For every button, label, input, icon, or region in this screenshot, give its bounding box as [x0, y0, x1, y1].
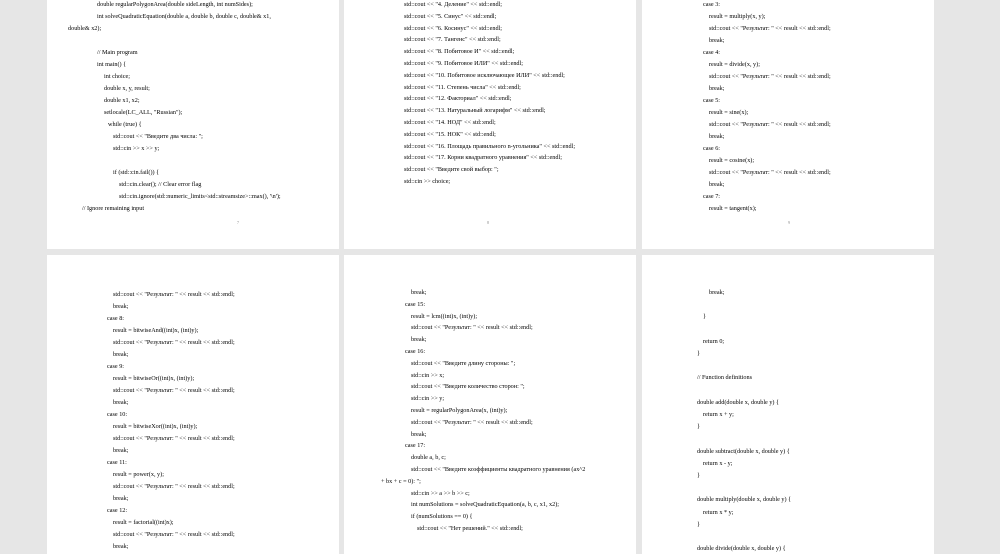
code-line: break;	[709, 181, 725, 188]
code-line: double& x2);	[68, 25, 102, 32]
code-line: break;	[113, 543, 129, 550]
code-line: case 4:	[703, 49, 721, 56]
document-page-4	[47, 255, 339, 554]
code-line: result = bitwiseOr((int)x, (int)y);	[113, 375, 195, 382]
code-line: case 8:	[107, 315, 125, 322]
code-line: break;	[709, 289, 725, 296]
code-line: std::cin >> x >> y;	[113, 145, 160, 152]
code-line: std::cout << "7. Тангенс" << std::endl;	[404, 36, 501, 44]
code-line: return 0;	[703, 337, 725, 345]
code-line: break;	[411, 289, 427, 296]
code-line: result = cosine(x);	[709, 157, 755, 164]
code-line: // Function definitions	[697, 374, 752, 382]
code-line: std::cout << "11. Степень числа" << std::endl;	[404, 83, 521, 91]
code-line: result = factorial((int)x);	[113, 519, 174, 526]
code-line: double subtract(double x, double y) {	[697, 447, 790, 455]
code-line: double divide(double x, double y) {	[697, 545, 786, 553]
code-line: std::cout << "Результат: " << result << std::endl;	[709, 73, 831, 80]
code-line: std::cout << "Результат: " << result << std::endl;	[709, 25, 831, 32]
code-line: result = regularPolygonArea(x, (int)y);	[411, 407, 508, 414]
code-line: }	[697, 520, 700, 528]
code-line: case 11:	[107, 459, 127, 466]
code-line: result = power(x, y);	[113, 471, 164, 478]
code-line: // Ignore remaining input	[82, 205, 145, 212]
code-line: return x + y;	[703, 411, 734, 418]
code-line: std::cout << "17. Корни квадратного уравнения" << std::endl;	[404, 154, 562, 162]
code-line: break;	[411, 336, 427, 344]
code-line: std::cout << "15. НОК" << std::endl;	[404, 130, 496, 138]
code-line: std::cout << "14. НОД" << std::endl;	[404, 119, 496, 126]
code-line: break;	[113, 447, 129, 454]
code-line: }	[703, 313, 706, 321]
code-line: }	[697, 423, 700, 431]
code-line: while (true) {	[108, 121, 142, 128]
code-line: int choice;	[104, 73, 130, 80]
code-line: std::cin.ignore(std::numeric_limits<std::streamsize>::max(), '\n');	[119, 193, 281, 200]
code-line: std::cout << "Введите свой выбор: ";	[404, 166, 499, 174]
code-line: return x * y;	[703, 508, 734, 516]
code-line: std::cin.clear(); // Clear error flag	[119, 181, 202, 188]
code-line: std::cin >> choice;	[404, 178, 451, 185]
code-line: case 10:	[107, 411, 128, 418]
code-line: case 17:	[405, 442, 426, 450]
code-line: if (numSolutions == 0) {	[411, 513, 473, 521]
code-line: std::cout << "Нет решений." << std::endl;	[417, 525, 523, 532]
code-line: double x1, x2;	[104, 97, 140, 104]
code-line: case 12:	[107, 507, 128, 514]
code-line: std::cout << "13. Натуральный логарифм" << std::endl;	[404, 107, 546, 115]
code-line: double multiply(double x, double y) {	[697, 496, 792, 504]
code-line: std::cout << "16. Площадь правильного n-угольника" << std::endl;	[404, 142, 576, 150]
code-line: std::cin >> a >> b >> c;	[411, 489, 470, 497]
code-line: break;	[113, 399, 129, 406]
code-line: std::cout << "Результат: " << result << std::endl;	[113, 339, 235, 346]
code-line: double x, y, result;	[104, 85, 150, 92]
code-line: std::cout << "8. Побитовое И" << std::endl;	[404, 48, 515, 56]
code-line: double add(double x, double y) {	[697, 398, 780, 406]
code-line: std::cout << "Введите коэффициенты квадратного уравнения (ax^2	[411, 466, 586, 473]
code-line: int solveQuadraticEquation(double a, double b, double c, double& x1,	[97, 13, 271, 20]
code-line: case 6:	[703, 145, 721, 152]
page-2-text	[344, 0, 636, 249]
code-line: case 16:	[405, 348, 426, 355]
document-page-1	[47, 0, 339, 249]
code-line: result = lcm((int)x, (int)y);	[411, 312, 478, 320]
code-line: result = bitwiseAnd((int)x, (int)y);	[113, 327, 199, 334]
code-line: int numSolutions = solveQuadraticEquation(a, b, c, x1, x2);	[411, 501, 560, 509]
code-line: + bx + c = 0): ";	[381, 477, 421, 485]
document-page-6	[642, 255, 934, 554]
code-line: result = tangent(x);	[709, 205, 757, 212]
code-line: }	[697, 472, 700, 479]
document-page-5	[344, 255, 636, 554]
code-line: break;	[113, 303, 129, 310]
code-line: std::cout << "10. Побитовое исключающее ИЛИ" << std::endl;	[404, 71, 565, 79]
code-line: std::cout << "Результат: " << result << std::endl;	[113, 291, 235, 298]
code-line: case 15:	[405, 300, 426, 308]
code-line: std::cout << "Результат: " << result << std::endl;	[411, 324, 533, 332]
code-line: break;	[709, 85, 725, 92]
code-line: result = multiply(x, y);	[709, 13, 766, 20]
code-line: case 5:	[703, 97, 721, 104]
code-line: case 3:	[703, 1, 721, 8]
code-line: std::cout << "5. Синус" << std::endl;	[404, 12, 497, 20]
code-line: std::cout << "Результат: " << result << std::endl;	[709, 121, 831, 128]
code-line: result = bitwiseXor((int)x, (int)y);	[113, 423, 198, 430]
code-line: break;	[113, 495, 129, 502]
code-line: std::cout << "4. Деление" << std::endl;	[404, 1, 502, 8]
document-page-3	[642, 0, 934, 249]
page-5-text	[344, 255, 636, 554]
code-line: std::cout << "Введите два числа: ";	[113, 133, 203, 140]
code-line: std::cin >> x;	[411, 371, 445, 379]
code-line: std::cin >> y;	[411, 395, 445, 403]
page-4-text	[47, 255, 339, 554]
code-line: case 7:	[703, 193, 721, 200]
code-line: int main() {	[97, 61, 127, 68]
code-line: std::cout << "Результат: " << result << std::endl;	[113, 531, 235, 538]
code-line: double a, b, c;	[411, 454, 446, 462]
page-1-number: 7	[237, 220, 239, 225]
page-3-number: 9	[788, 220, 790, 225]
code-line: std::cout << "Введите длину стороны: ";	[411, 359, 516, 367]
code-line: std::cout << "Результат: " << result << std::endl;	[113, 387, 235, 394]
code-line: case 9:	[107, 363, 125, 370]
code-line: std::cout << "9. Побитовое ИЛИ" << std::endl;	[404, 60, 523, 67]
code-line: std::cout << "6. Косинус" << std::endl;	[404, 24, 503, 32]
code-line: break;	[709, 133, 725, 140]
code-line: result = divide(x, y);	[709, 61, 760, 68]
page-6-text	[642, 255, 934, 554]
code-line: return x - y;	[703, 459, 733, 467]
code-line: // Main program	[97, 49, 138, 56]
code-line: result = sine(x);	[709, 109, 749, 116]
code-line: break;	[113, 351, 129, 358]
code-line: std::cout << "Введите количество сторон: ";	[411, 383, 525, 391]
code-line: if (std::cin.fail()) {	[113, 169, 160, 176]
code-line: std::cout << "Результат: " << result << std::endl;	[113, 435, 235, 442]
page-2-number: 8	[487, 220, 489, 225]
code-line: std::cout << "Результат: " << result << std::endl;	[411, 418, 533, 426]
code-line: setlocale(LC_ALL, "Russian");	[104, 109, 183, 116]
code-line: }	[697, 350, 700, 357]
page-3-text	[642, 0, 934, 249]
code-line: break;	[411, 430, 427, 438]
code-line: std::cout << "Результат: " << result << std::endl;	[709, 169, 831, 176]
code-line: double regularPolygonArea(double sideLength, int numSides);	[97, 1, 253, 8]
code-line: std::cout << "12. Факториал" << std::endl;	[404, 95, 512, 103]
code-line: std::cout << "Результат: " << result << std::endl;	[113, 483, 235, 490]
page-1-text	[47, 0, 339, 249]
code-line: break;	[709, 37, 725, 44]
document-page-2	[344, 0, 636, 249]
